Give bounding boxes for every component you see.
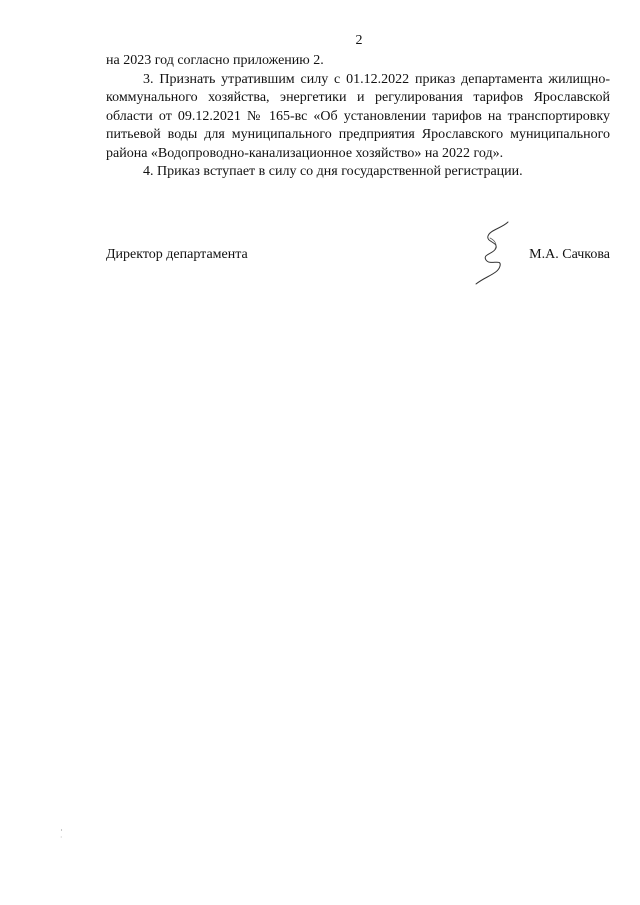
- scan-speck: [60, 828, 63, 840]
- paragraph-item-3: 3. Признать утратившим силу с 01.12.2022 приказ департамента жилищно-коммунального хозяйства, энергетики и регулирования тарифов Ярославской области от 09.12.2021 № 165-вс «Об установлении тарифов на транспортировку питьевой воды для муниципального предприятия Ярославского муниципального района «Водопроводно-канализационное хозяйство» на 2022 год».: [106, 71, 610, 161]
- page-number: 2: [355, 33, 363, 48]
- document-body: [106, 52, 610, 182]
- signer-title: Директор департамента: [106, 247, 248, 262]
- handwritten-signature-icon: [468, 218, 518, 288]
- signer-name: М.А. Сачкова: [529, 247, 610, 262]
- signature-block: [106, 246, 610, 266]
- paragraph-continuation: на 2023 год согласно приложению 2.: [106, 53, 324, 68]
- paragraph-item-4: 4. Приказ вступает в силу со дня государственной регистрации.: [143, 164, 523, 179]
